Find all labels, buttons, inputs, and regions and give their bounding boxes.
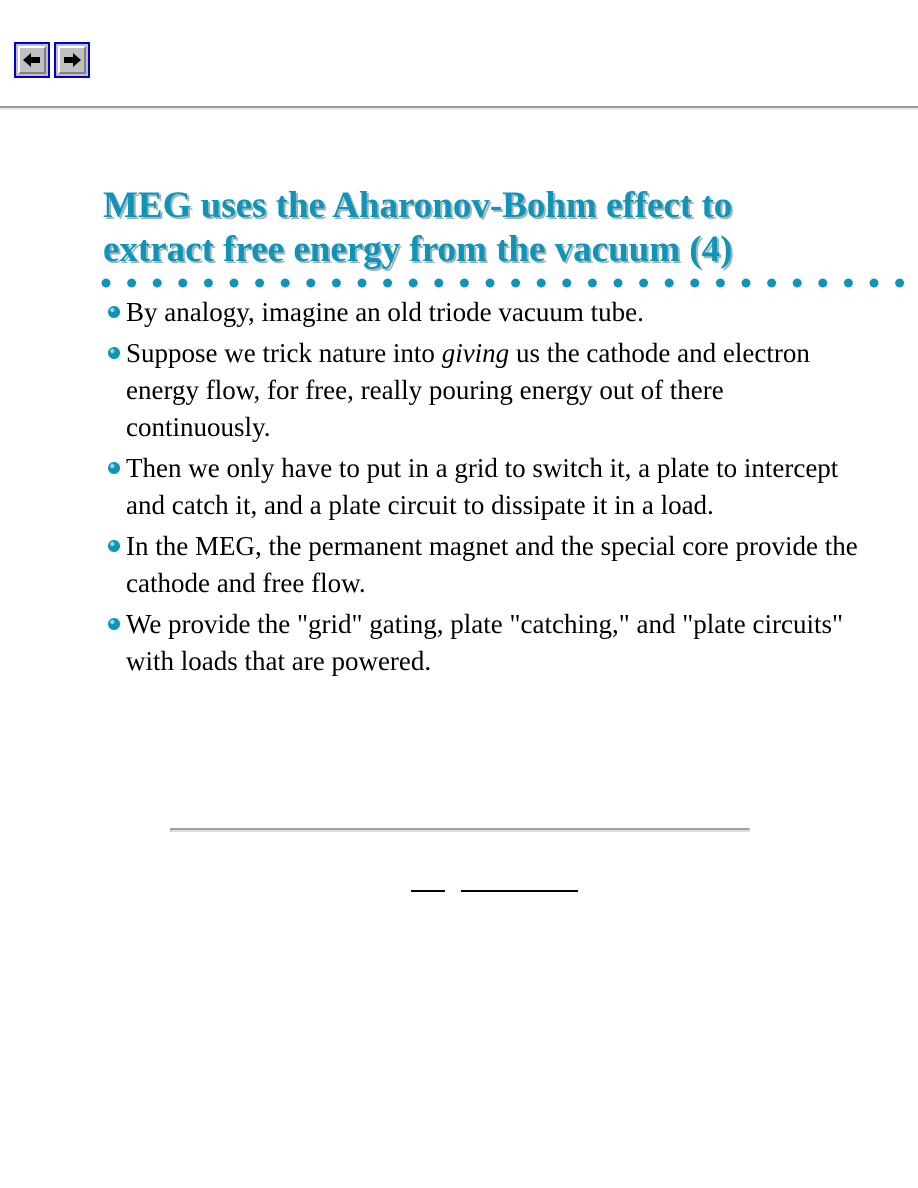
slide-title-line-2: extract free energy from the vacuum (4) — [103, 229, 733, 270]
divider-dot — [204, 279, 213, 288]
slide-title-line-1: MEG uses the Aharonov-Bohm effect to — [103, 185, 733, 226]
bullet-text — [126, 335, 866, 446]
divider-dot — [767, 279, 776, 288]
divider-dot — [434, 279, 443, 288]
bullet-text: In the MEG, the permanent magnet and the special core provide the cathode and free flow. — [126, 531, 858, 598]
divider-dot — [383, 279, 392, 288]
divider-dot — [639, 279, 648, 288]
divider-dot — [306, 279, 315, 288]
list-item — [104, 450, 904, 524]
divider-dot — [537, 279, 546, 288]
divider-dot — [102, 279, 111, 288]
divider-dot — [895, 279, 904, 288]
divider-dot — [844, 279, 853, 288]
bullet-text: We provide the "grid" gating, plate "catching," and "plate circuits" with loads that are powered. — [126, 609, 843, 676]
footer-links — [0, 868, 918, 894]
footer-link-2[interactable] — [461, 868, 578, 892]
list-item — [104, 294, 904, 331]
divider-dot — [332, 279, 341, 288]
divider-dot — [409, 279, 418, 288]
divider-dot — [153, 279, 162, 288]
divider-dot — [870, 279, 879, 288]
previous-slide-button[interactable] — [14, 42, 50, 78]
divider-dot — [793, 279, 802, 288]
footer-divider — [170, 828, 750, 832]
bullet-text-emphasis: giving — [441, 338, 510, 368]
divider-dot — [358, 279, 367, 288]
divider-dot — [614, 279, 623, 288]
divider-dot — [255, 279, 264, 288]
bullet-icon — [104, 294, 126, 319]
arrow-left-icon — [23, 53, 41, 67]
list-item — [104, 528, 904, 602]
divider-dot — [230, 279, 239, 288]
divider-dot — [690, 279, 699, 288]
header-divider — [0, 106, 918, 110]
divider-dot — [460, 279, 469, 288]
bullet-icon — [104, 606, 126, 631]
slide-navigation — [14, 42, 90, 78]
divider-dot — [486, 279, 495, 288]
divider-dot — [665, 279, 674, 288]
bullet-text: Then we only have to put in a grid to switch it, a plate to intercept and catch it, and a plate circuit to dissipate it in a load. — [126, 453, 839, 520]
list-item — [104, 606, 904, 680]
divider-dot — [742, 279, 751, 288]
divider-dot — [818, 279, 827, 288]
divider-dot — [562, 279, 571, 288]
divider-dot — [511, 279, 520, 288]
bullet-text-pre: Suppose we trick nature into — [126, 338, 442, 368]
divider-dot — [178, 279, 187, 288]
divider-dot — [588, 279, 597, 288]
bullet-icon — [104, 335, 126, 360]
divider-dot — [716, 279, 725, 288]
next-slide-button[interactable] — [54, 42, 90, 78]
divider-dot — [127, 279, 136, 288]
bullet-icon — [104, 528, 126, 553]
list-item — [104, 335, 904, 446]
bullet-text-post: us the cathode and electron energy flow, for free, really pouring energy out of there continuously. — [126, 338, 810, 442]
bullet-icon — [104, 450, 126, 475]
bullet-text: By analogy, imagine an old triode vacuum tube. — [126, 297, 644, 327]
divider-dot — [281, 279, 290, 288]
arrow-right-icon — [63, 53, 81, 67]
slide-title — [103, 184, 903, 272]
slide-image — [0, 170, 918, 730]
footer-link-1[interactable] — [411, 868, 445, 892]
dotted-divider — [100, 275, 918, 291]
bullet-list — [104, 294, 904, 684]
